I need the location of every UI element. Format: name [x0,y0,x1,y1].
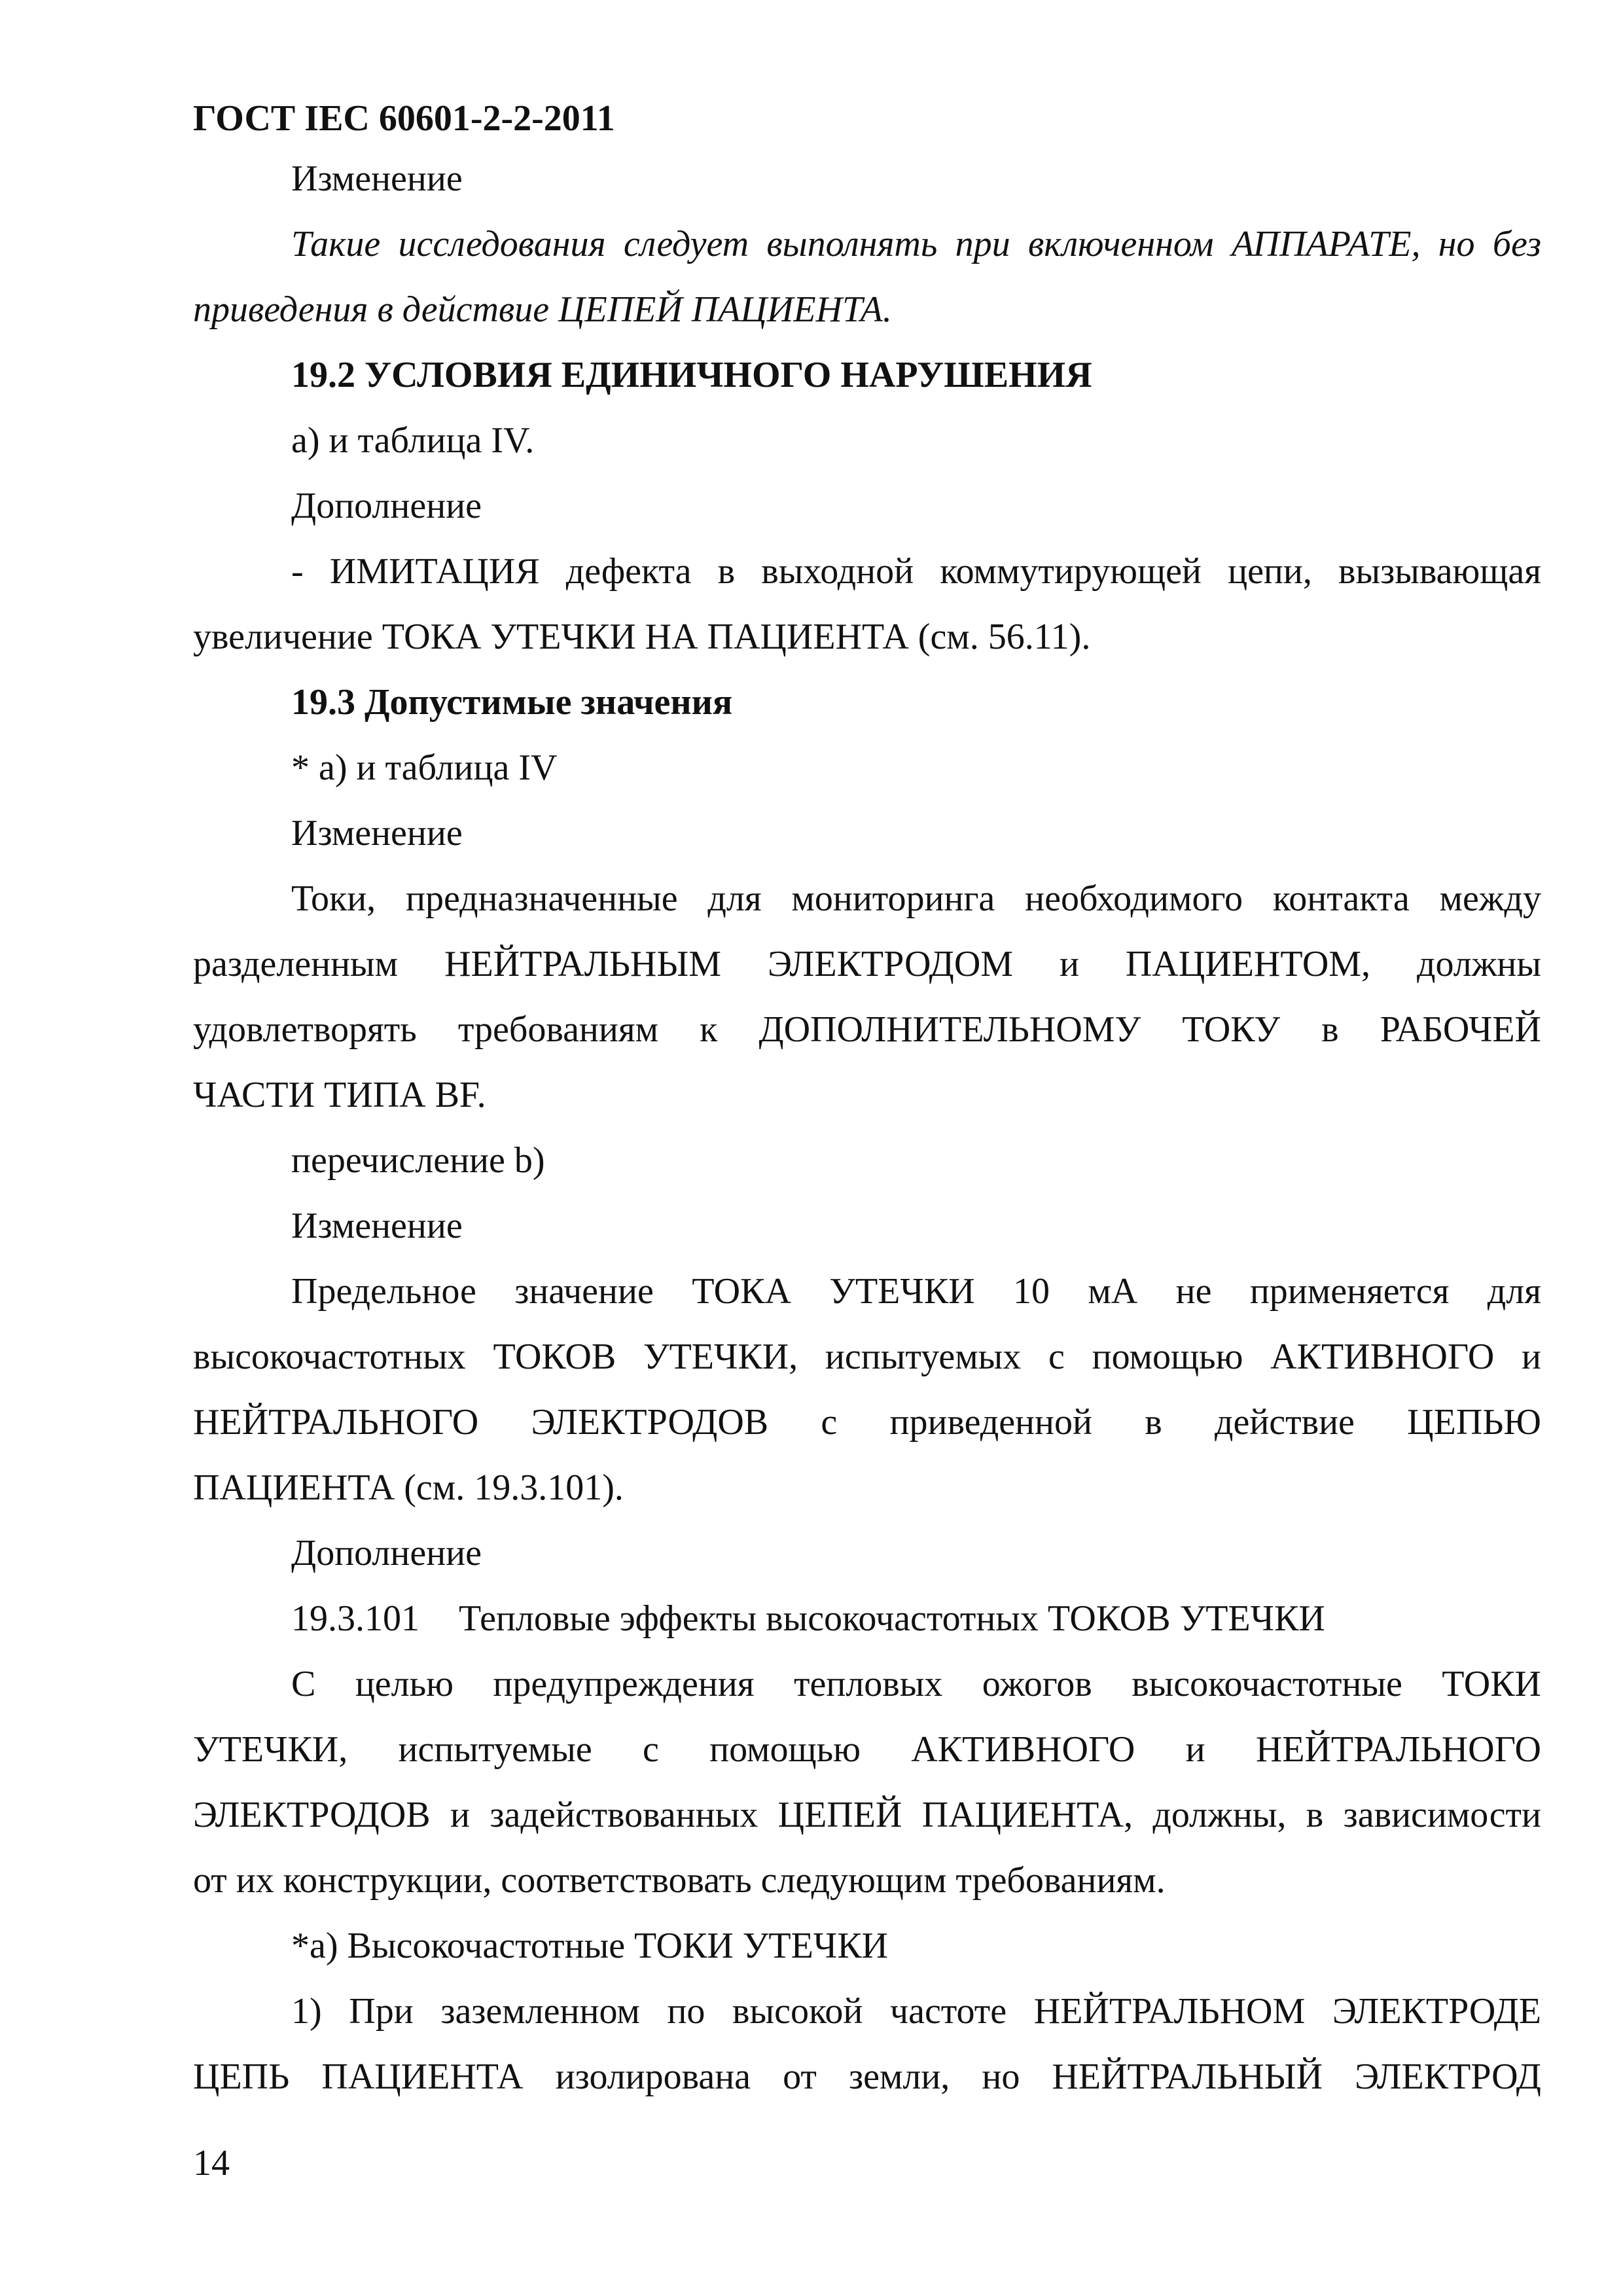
section-heading: 19.2 УСЛОВИЯ ЕДИНИЧНОГО НАРУШЕНИЯ [291,355,1092,395]
paragraph-line: от их конструкции, соответствовать следующим требованиям. [193,1860,1166,1901]
paragraph-line: ПАЦИЕНТА (см. 19.3.101). [193,1467,624,1508]
paragraph-line: Изменение [291,813,463,853]
paragraph-line: удовлетворять требованиям к ДОПОЛНИТЕЛЬНОМУ ТОКУ в РАБОЧЕЙ [193,1009,1541,1050]
clause-number: 19.3.101 [291,1598,419,1639]
paragraph-line: Такие исследования следует выполнять при включенном АППАРАТЕ, но без [291,224,1541,264]
paragraph-line: высокочастотных ТОКОВ УТЕЧКИ, испытуемых с помощью АКТИВНОГО и [193,1336,1541,1377]
paragraph-line: С целью предупреждения тепловых ожогов высокочастотные ТОКИ [291,1664,1541,1704]
clause-title: Тепловые эффекты высокочастотных ТОКОВ УТЕЧКИ [459,1598,1325,1639]
paragraph-line: Изменение [291,158,463,199]
paragraph-line: ЦЕПЬ ПАЦИЕНТА изолирована от земли, но НЕЙТРАЛЬНЫЙ ЭЛЕКТРОД [193,2056,1541,2097]
paragraph-line: ЧАСТИ ТИПА BF. [193,1075,486,1115]
paragraph-line: Дополнение [291,1533,482,1573]
standard-header: ГОСТ IEC 60601-2-2-2011 [193,98,615,139]
paragraph-line: Токи, предназначенные для мониторинга необходимого контакта между [291,878,1541,919]
paragraph-line: перечисление b) [291,1140,545,1181]
paragraph-line: увеличение ТОКА УТЕЧКИ НА ПАЦИЕНТА (см. 56.11). [193,617,1091,657]
clause-heading [291,1596,1325,1641]
paragraph-line: приведения в действие ЦЕПЕЙ ПАЦИЕНТА. [193,289,892,330]
paragraph-line: 1) При заземленном по высокой частоте НЕЙТРАЛЬНОМ ЭЛЕКТРОДЕ [291,1991,1541,2032]
paragraph-line: - ИМИТАЦИЯ дефекта в выходной коммутирующей цепи, вызывающая [291,551,1541,592]
paragraph-line: * а) и таблица IV [291,747,558,788]
paragraph-line: НЕЙТРАЛЬНОГО ЭЛЕКТРОДОВ с приведенной в действие ЦЕПЬЮ [193,1402,1541,1443]
paragraph-line: УТЕЧКИ, испытуемые с помощью АКТИВНОГО и НЕЙТРАЛЬНОГО [193,1729,1541,1770]
paragraph-line: Дополнение [291,486,482,526]
paragraph-line: Предельное значение ТОКА УТЕЧКИ 10 мА не применяется для [291,1271,1541,1312]
paragraph-line: разделенным НЕЙТРАЛЬНЫМ ЭЛЕКТРОДОМ и ПАЦИЕНТОМ, должны [193,944,1541,984]
paragraph-line: ЭЛЕКТРОДОВ и задействованных ЦЕПЕЙ ПАЦИЕНТА, должны, в зависимости [193,1795,1541,1835]
paragraph-line: Изменение [291,1206,463,1246]
section-heading: 19.3 Допустимые значения [291,682,733,723]
page-number: 14 [193,2143,230,2183]
paragraph-line: а) и таблица IV. [291,420,535,461]
paragraph-line: *а) Высокочастотные ТОКИ УТЕЧКИ [291,1926,888,1966]
